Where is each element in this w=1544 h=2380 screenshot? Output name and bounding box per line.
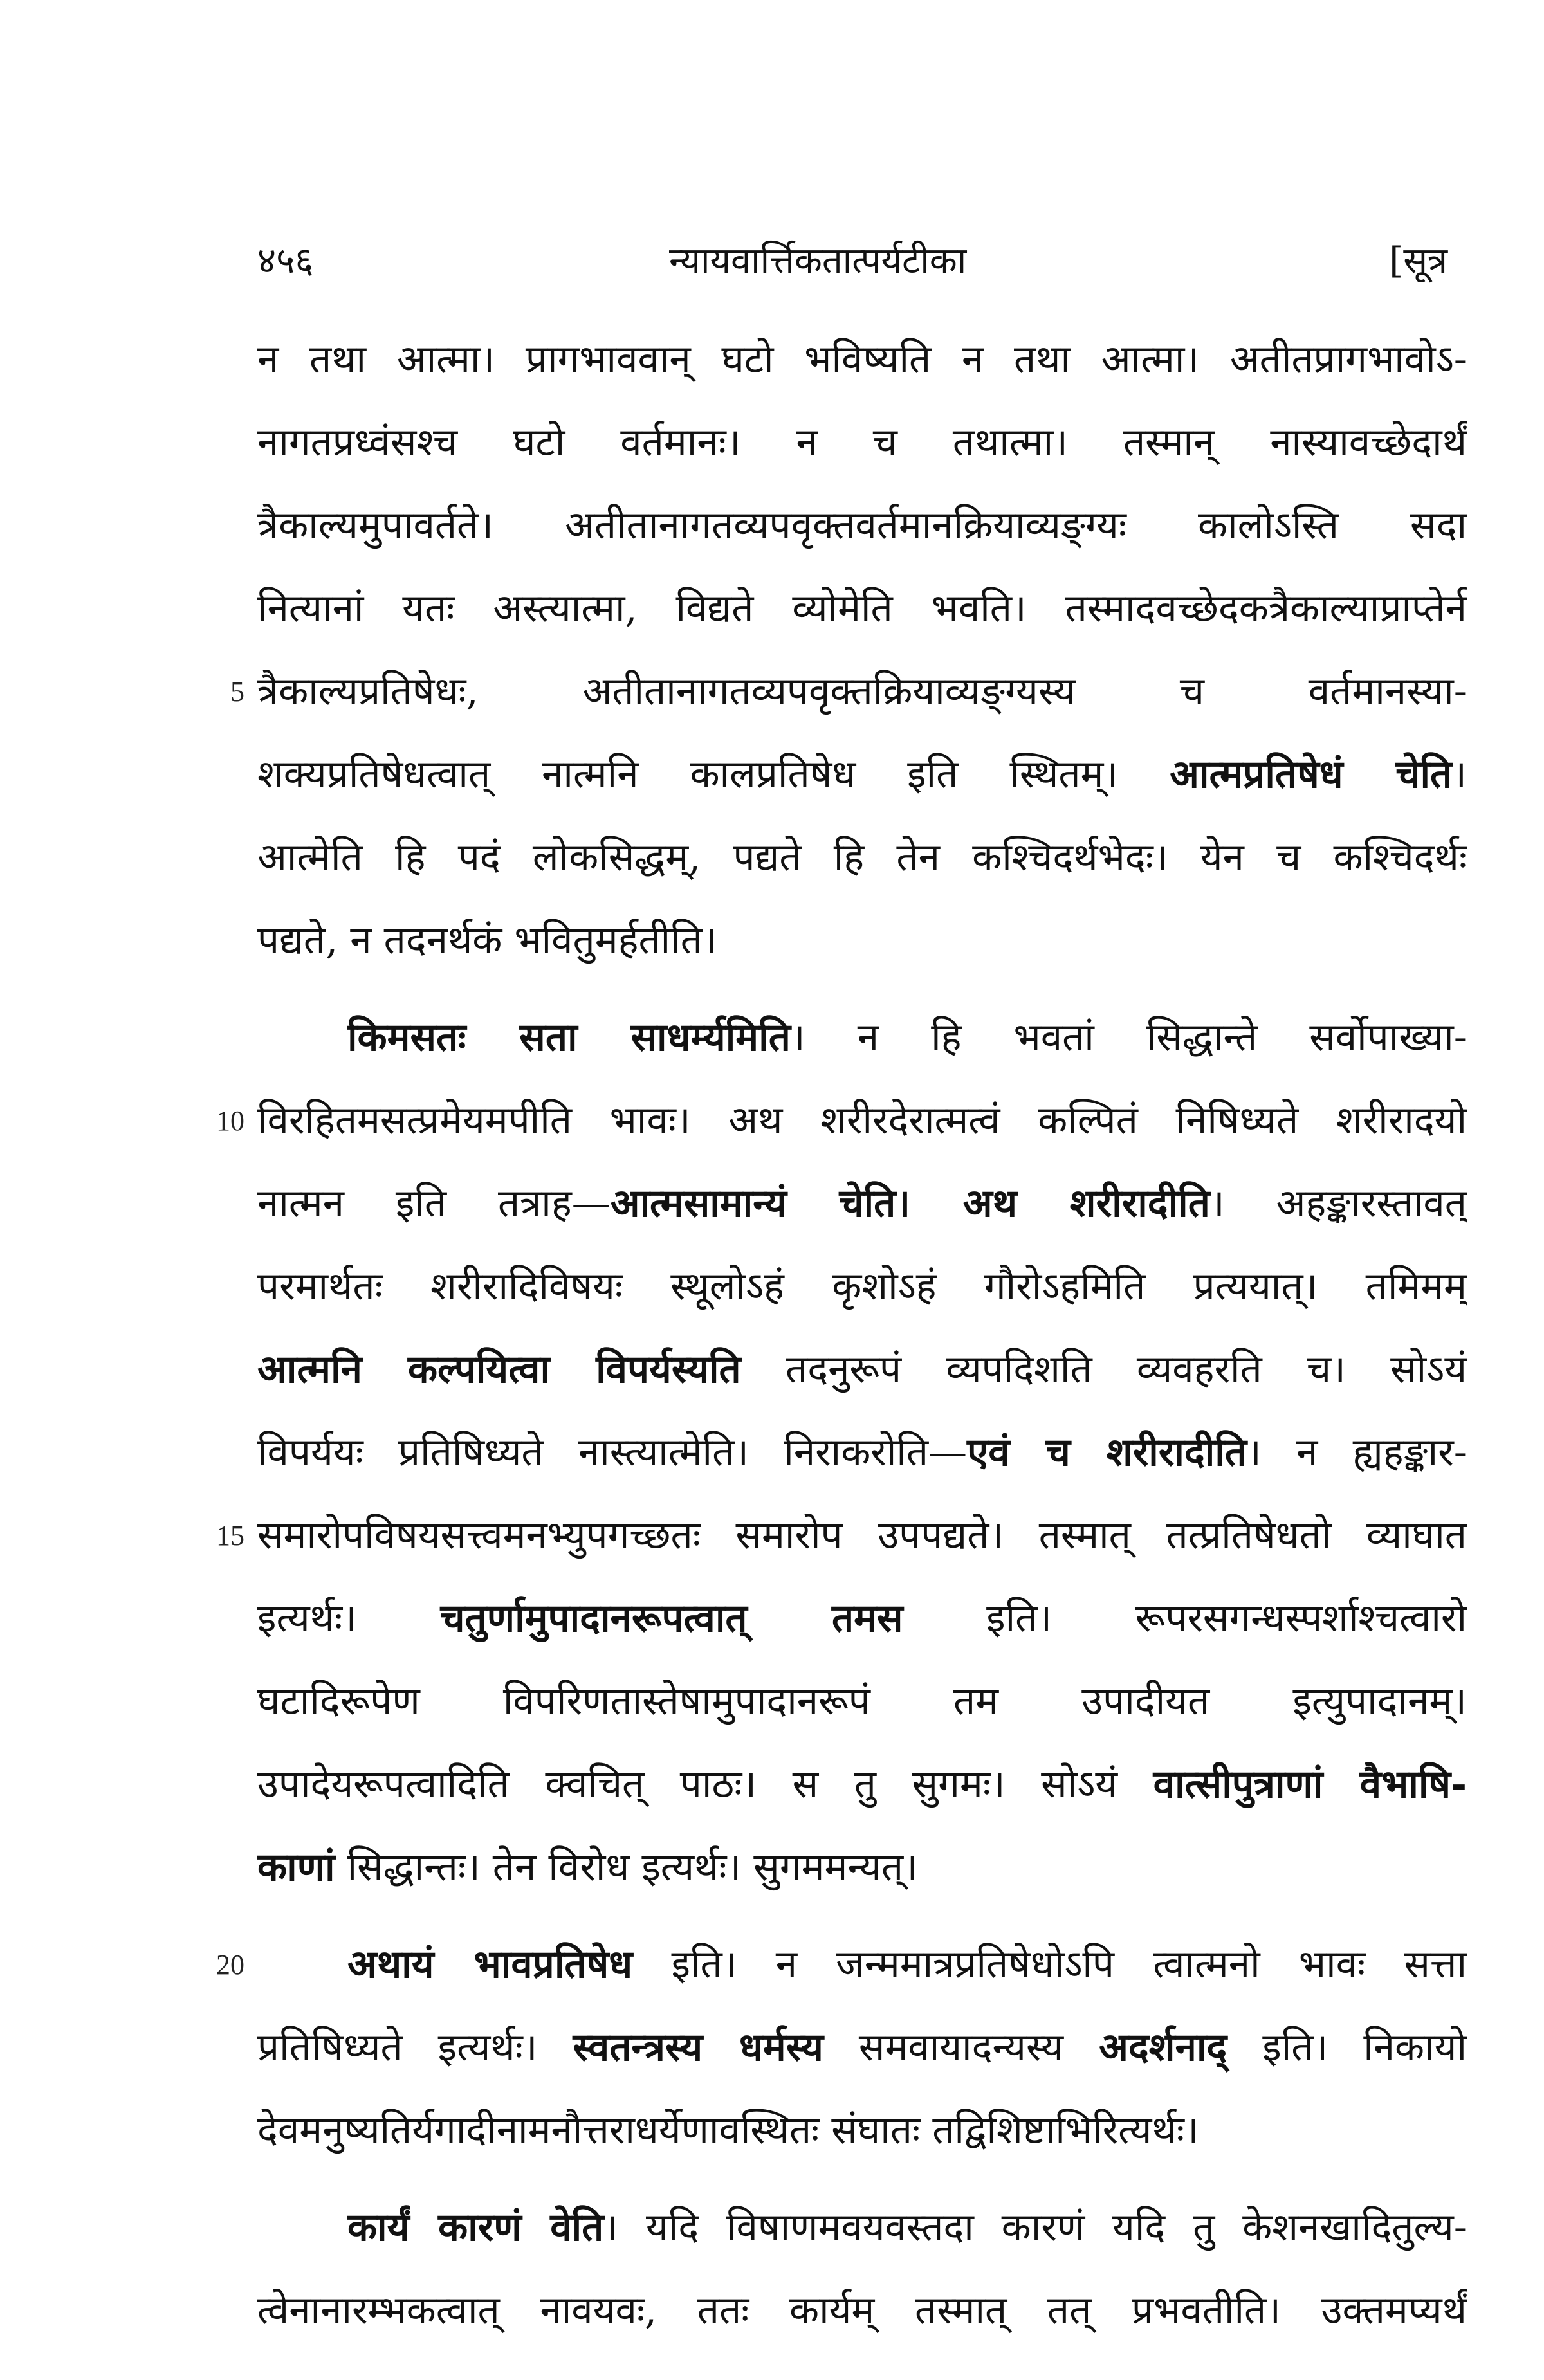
text-segment: आत्मेति हि पदं लोकसिद्धम्, पद्यते हि तेन कश्चिदर्थभेदः। येन च कश्चिदर्थः: [257, 835, 1467, 880]
text-line: [257, 816, 1467, 899]
text-line: [257, 567, 1467, 650]
text-segment: घटादिरूपेण विपरिणतास्तेषामुपादानरूपं तम उपादीयत इत्युपादानम्।: [257, 1679, 1467, 1724]
line-number: 15: [216, 1520, 244, 1552]
text-segment: । न हि भवतां सिद्धान्ते सर्वोपाख्या-: [790, 1015, 1467, 1060]
line-number: 10: [216, 1105, 244, 1137]
line-number: 5: [230, 676, 244, 708]
page-number: ४५६: [257, 240, 314, 282]
text-line: [257, 1743, 1467, 1826]
text-line: [257, 899, 1467, 982]
text-line: [257, 1245, 1467, 1328]
text-line: [257, 996, 1467, 1079]
text-line: [257, 484, 1467, 567]
bold-segment: अदर्शनाद्: [1099, 2025, 1227, 2070]
text-line: [257, 1826, 1467, 1909]
text-segment: इति। न जन्ममात्रप्रतिषेधोऽपि त्वात्मनो भावः सत्ता: [632, 1942, 1467, 1987]
page-header: [257, 235, 1448, 293]
text-line: [257, 2089, 1467, 2172]
text-line: [257, 1328, 1467, 1411]
text-segment: । अहङ्कारस्तावत्: [1209, 1181, 1467, 1226]
text-segment: । यदि विषाणमवयवस्तदा कारणं यदि तु केशनखादितुल्य-: [603, 2205, 1467, 2250]
bold-segment: चतुर्णामुपादानरूपत्वात् तमस: [440, 1596, 903, 1641]
body-text: [257, 318, 1467, 2352]
bold-segment: आत्मसामान्यं चेति। अथ शरीरादीति: [610, 1181, 1210, 1226]
text-segment: त्वेनानारम्भकत्वात् नावयवः, ततः कार्यम् तस्मात् तत् प्रभवतीति। उक्तमप्यर्थं: [257, 2288, 1467, 2333]
text-segment: इति। निकायो: [1227, 2025, 1467, 2070]
text-segment: त्रैकाल्यप्रतिषेधः, अतीतानागतव्यपवृक्तक्रियाव्यङ्ग्यस्य च वर्तमानस्या-: [257, 669, 1467, 714]
line-number: 20: [216, 1949, 244, 1981]
bold-segment: आत्मनि कल्पयित्वा विपर्यस्यति: [257, 1347, 741, 1392]
section-tag: [सूत्र: [1389, 240, 1448, 282]
bold-segment: स्वतन्त्रस्य धर्मस्य: [573, 2025, 823, 2070]
bold-segment: कार्यं कारणं वेति: [347, 2205, 604, 2250]
text-line: [257, 2269, 1467, 2352]
text-segment: सिद्धान्तः। तेन विरोध इत्यर्थः। सुगममन्यत्।: [335, 1845, 918, 1890]
text-segment: न तथा आत्मा। प्रागभाववान् घटो भविष्यति न तथा आत्मा। अतीतप्रागभावोऽ-: [257, 337, 1467, 382]
text-segment: पद्यते, न तदनर्थकं भवितुमर्हतीति।: [257, 918, 717, 963]
bold-segment: अथायं भावप्रतिषेध: [347, 1942, 633, 1987]
text-segment: नित्यानां यतः अस्त्यात्मा, विद्यते व्योमेति भवति। तस्मादवच्छेदकत्रैकाल्याप्राप्तेर्न: [257, 586, 1467, 631]
text-line: [257, 733, 1467, 816]
bold-segment: काणां: [257, 1845, 335, 1890]
text-line: [257, 1577, 1467, 1660]
bold-segment: वात्सीपुत्राणां वैभाषि-: [1153, 1762, 1467, 1807]
text-line: [257, 1923, 1467, 2006]
text-segment: देवमनुष्यतिर्यगादीनामनौत्तराधर्येणावस्थितः संघातः तद्विशिष्टाभिरित्यर्थः।: [257, 2108, 1199, 2153]
bold-segment: आत्मप्रतिषेधं चेति: [1170, 752, 1453, 797]
running-title: न्यायवार्त्तिकतात्पर्यटीका: [669, 240, 967, 282]
text-segment: नागतप्रध्वंसश्च घटो वर्तमानः। न च तथात्मा। तस्मान् नास्यावच्छेदार्थं: [257, 420, 1467, 465]
text-line: [257, 1411, 1467, 1494]
text-segment: तदनुरूपं व्यपदिशति व्यवहरति च। सोऽयं: [740, 1347, 1467, 1392]
text-segment: प्रतिषिध्यते इत्यर्थः।: [257, 2025, 573, 2070]
text-line: [257, 1660, 1467, 1743]
text-segment: ।: [1452, 752, 1467, 797]
text-segment: । न ह्यहङ्कार-: [1247, 1430, 1467, 1475]
text-segment: इत्यर्थः।: [257, 1596, 441, 1641]
paragraph-gap: [257, 2172, 1467, 2186]
text-line: [257, 650, 1467, 733]
text-segment: इति। रूपरसगन्धस्पर्शाश्चत्वारो: [903, 1596, 1467, 1641]
bold-segment: एवं च शरीरादीति: [967, 1430, 1247, 1475]
bold-segment: किमसतः सता साधर्म्यमिति: [347, 1015, 791, 1060]
text-line: [257, 1494, 1467, 1577]
text-line: [257, 318, 1467, 401]
text-segment: शक्यप्रतिषेधत्वात् नात्मनि कालप्रतिषेध इति स्थितम्।: [257, 752, 1170, 797]
text-segment: नात्मन इति तत्राह—: [257, 1181, 611, 1226]
text-segment: समारोपविषयसत्त्वमनभ्युपगच्छतः समारोप उपपद्यते। तस्मात् तत्प्रतिषेधतो व्याघात: [257, 1513, 1467, 1558]
text-line: [257, 2186, 1467, 2269]
text-segment: त्रैकाल्यमुपावर्तते। अतीतानागतव्यपवृक्तवर्तमानक्रियाव्यङ्ग्यः कालोऽस्ति सदा: [257, 503, 1467, 548]
text-segment: समवायादन्यस्य: [823, 2025, 1099, 2070]
text-line: [257, 2006, 1467, 2089]
text-line: [257, 1079, 1467, 1162]
paragraph-gap: [257, 1909, 1467, 1923]
text-segment: परमार्थतः शरीरादिविषयः स्थूलोऽहं कृशोऽहं गौरोऽहमिति प्रत्ययात्। तमिमम्: [257, 1264, 1467, 1309]
text-segment: उपादेयरूपत्वादिति क्वचित् पाठः। स तु सुगमः। सोऽयं: [257, 1762, 1153, 1807]
text-line: [257, 401, 1467, 484]
text-segment: विपर्ययः प्रतिषिध्यते नास्त्यात्मेति। निराकरोति—: [257, 1430, 968, 1475]
paragraph-gap: [257, 982, 1467, 996]
text-line: [257, 1162, 1467, 1245]
text-segment: विरहितमसत्प्रमेयमपीति भावः। अथ शरीरदेरात्मत्वं कल्पितं निषिध्यते शरीरादयो: [257, 1098, 1467, 1143]
